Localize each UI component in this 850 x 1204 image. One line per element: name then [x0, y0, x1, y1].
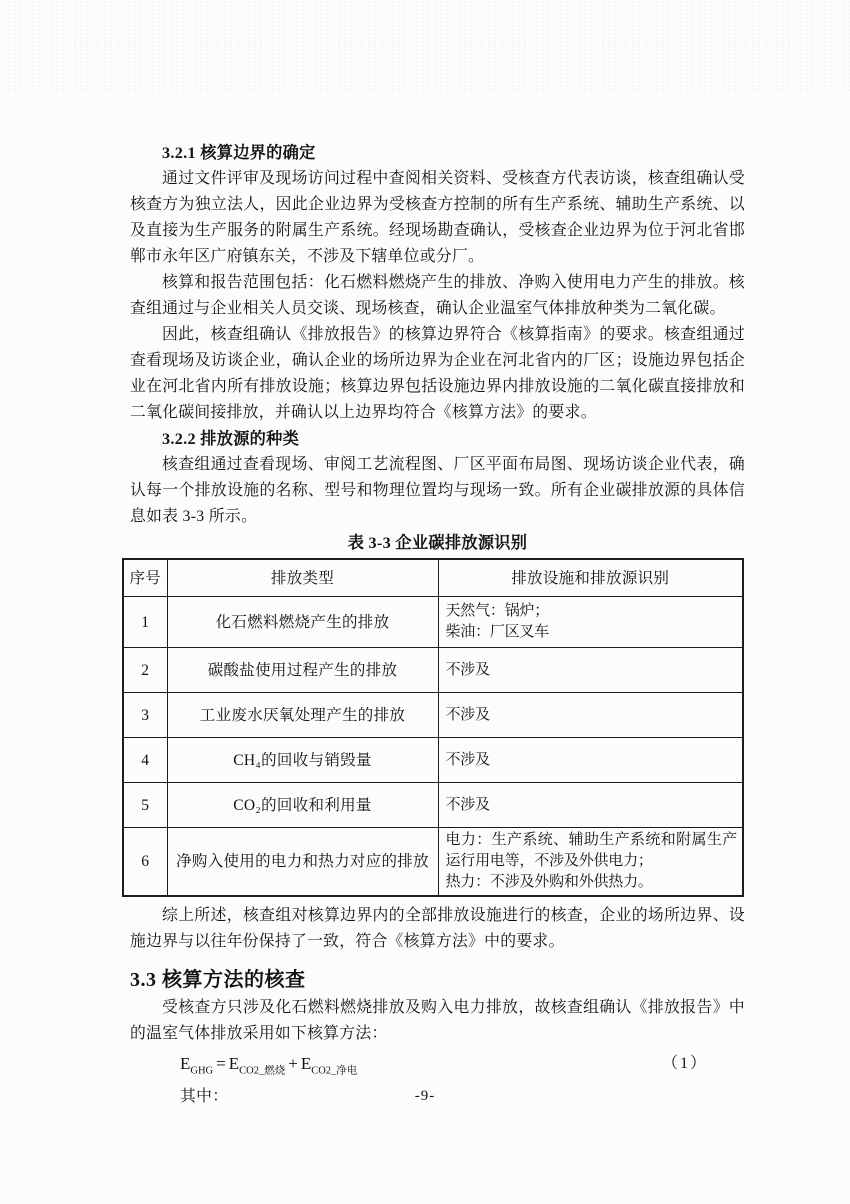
section-heading-3-3: 3.3 核算方法的核查 — [130, 969, 306, 991]
col-header-no: 序号 — [123, 559, 167, 597]
cell-type: 净购入使用的电力和热力对应的排放 — [167, 828, 438, 897]
section-heading-3-2-2: 3.2.2 排放源的种类 — [162, 430, 300, 448]
where-label: 其中： — [180, 1088, 229, 1106]
equation-number: （1） — [662, 1055, 709, 1072]
cell-type: CH₄的回收与销毁量 — [167, 738, 438, 783]
page-number: -9- — [414, 1088, 436, 1104]
formula-term — [300, 1054, 358, 1077]
plus-sign: + — [288, 1054, 298, 1073]
col-header-type: 排放类型 — [167, 559, 438, 597]
cell-detail: 不涉及 — [438, 738, 743, 783]
paragraph-emission-sources: 核查组通过查看现场、审阅工艺流程图、厂区平面布局图、现场访谈企业代表，确认每一个排放设施的名称、型号和物理位置均与现场一致。所有企业碳排放源的具体信息如表 3-3 所示。 — [130, 456, 745, 525]
cell-type: 工业废水厌氧处理产生的排放 — [167, 693, 438, 738]
section-heading-3-2-1: 3.2.1 核算边界的确定 — [162, 144, 316, 162]
table-header-row — [123, 559, 743, 597]
cell-detail — [438, 828, 743, 897]
cell-no: 5 — [123, 783, 167, 828]
cell-no: 1 — [123, 597, 167, 648]
formula-base: E — [300, 1054, 312, 1073]
cell-detail: 不涉及 — [438, 693, 743, 738]
paragraph-boundary-1: 通过文件评审及现场访问过程中查阅相关资料、受核查方代表访谈，核查组确认受核查方为独立法人，因此企业边界为受核查方控制的所有生产系统、辅助生产系统、以及直接为生产服务的附属生产系统。经现场勘查确认，受核查企业边界为位于河北省邯郸市永年区广府镇东关，不涉及下辖单位或分厂。 — [130, 170, 745, 265]
cell-detail — [438, 597, 743, 648]
formula-term — [180, 1054, 214, 1077]
table-row — [123, 828, 743, 897]
cell-no: 2 — [123, 648, 167, 693]
cell-no: 3 — [123, 693, 167, 738]
formula-1 — [180, 1051, 745, 1084]
page-content — [130, 140, 745, 1110]
emission-source-table — [122, 558, 744, 897]
cell-no: 6 — [123, 828, 167, 897]
cell-type: 碳酸盐使用过程产生的排放 — [167, 648, 438, 693]
cell-detail: 不涉及 — [438, 648, 743, 693]
detail-line: 柴油：厂区叉车 — [445, 624, 550, 640]
formula-subscript: CO2_燃烧 — [239, 1065, 286, 1077]
detail-line: 热力：不涉及外购和外供热力。 — [445, 874, 653, 890]
scan-noise-band — [0, 0, 850, 92]
paragraph-method: 受核查方只涉及化石燃料燃烧排放及购入电力排放，故核查组确认《排放报告》中的温室气体排放采用如下核算方法： — [130, 999, 745, 1042]
table-row — [123, 648, 743, 693]
equals-sign: = — [216, 1054, 226, 1073]
formula-subscript: CO2_净电 — [311, 1065, 358, 1077]
cell-type: CO₂的回收和利用量 — [167, 783, 438, 828]
paragraph-boundary-2: 核算和报告范围包括：化石燃料燃烧产生的排放、净购入使用电力产生的排放。核查组通过与企业相关人员交谈、现场核查，确认企业温室气体排放种类为二氧化碳。 — [130, 274, 745, 317]
formula-term — [228, 1054, 286, 1077]
table-3-3-title: 表 3-3 企业碳排放源识别 — [347, 534, 528, 552]
paragraph-boundary-3: 因此，核查组确认《排放报告》的核算边界符合《核算指南》的要求。核查组通过查看现场及访谈企业，确认企业的场所边界为企业在河北省内的厂区；设施边界包括企业在河北省内所有排放设施；核算边界包括设施边界内排放设施的二氧化碳直接排放和二氧化碳间接排放，并确认以上边界均符合《核算方法》的要求。 — [130, 326, 745, 421]
cell-detail: 不涉及 — [438, 783, 743, 828]
detail-line: 电力：生产系统、辅助生产系统和附属生产运行用电等，不涉及外供电力； — [445, 832, 737, 869]
table-row — [123, 693, 743, 738]
cell-type: 化石燃料燃烧产生的排放 — [167, 597, 438, 648]
table-row — [123, 783, 743, 828]
paragraph-summary: 综上所述，核查组对核算边界内的全部排放设施进行的核查，企业的场所边界、设施边界与以往年份保持了一致，符合《核算方法》中的要求。 — [130, 907, 745, 950]
cell-no: 4 — [123, 738, 167, 783]
col-header-detail: 排放设施和排放源识别 — [438, 559, 743, 597]
formula-subscript: GHG — [190, 1065, 214, 1077]
formula-base: E — [180, 1054, 191, 1073]
table-row — [123, 738, 743, 783]
formula-base: E — [228, 1054, 240, 1073]
detail-line: 天然气：锅炉； — [445, 603, 550, 619]
table-row — [123, 597, 743, 648]
